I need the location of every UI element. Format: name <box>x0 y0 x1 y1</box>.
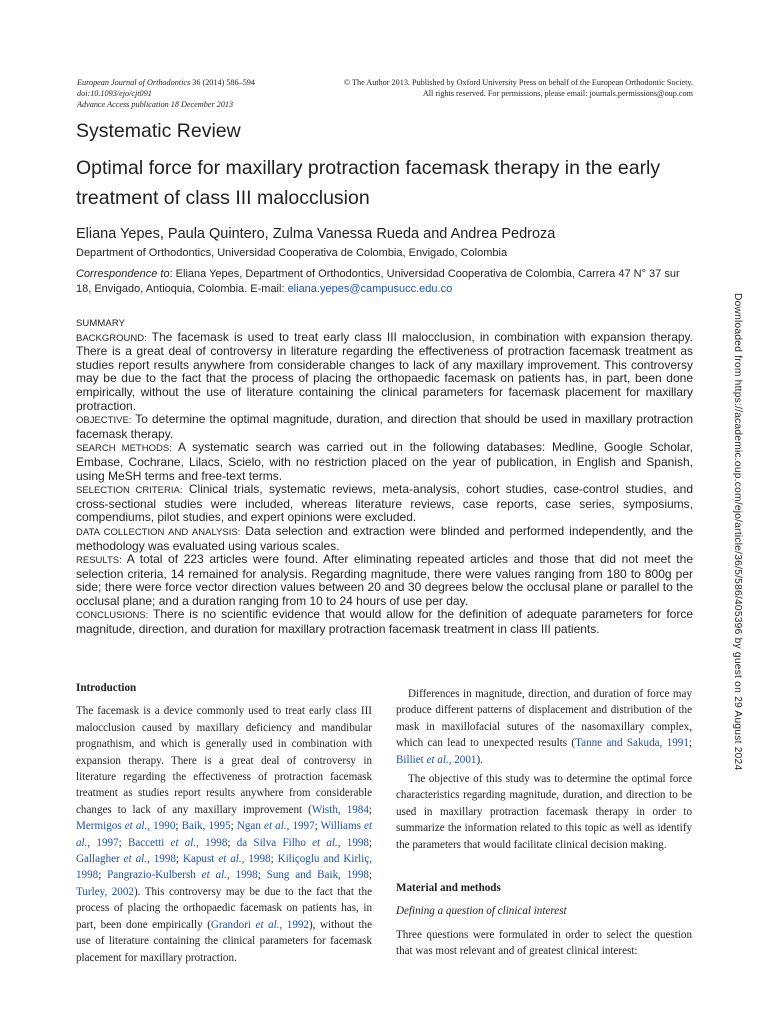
intro-text-start: The facemask is a device commonly used to treat early class III malocclusion caused by maxillary deficiency and mandibular prognathism, and which is generally used in combination with expansion therapy. There is a great deal of controversy in literature regarding the effectiveness of protraction facemask treatment as studies report results anywhere from considerable changes to lack of any maxillary improvement ( <box>76 705 372 816</box>
abstract-data <box>76 525 693 553</box>
ref-link[interactable]: Pangrazio-Kulbersh et al., 1998 <box>107 869 258 882</box>
ref-link[interactable]: Baccetti et al., 1998 <box>127 836 228 849</box>
selection-label: SELECTION CRITERIA: <box>76 485 183 497</box>
authors: Eliana Yepes, Paula Quintero, Zulma Vanessa Rueda and Andrea Pedroza <box>76 226 556 242</box>
abstract-heading: SUMMARY <box>76 318 126 329</box>
abstract-conclusions <box>76 608 693 636</box>
ref-link[interactable]: Ngan et al., 1997 <box>236 820 315 833</box>
ref-link[interactable]: Turley, 2002 <box>76 885 134 898</box>
doi[interactable]: doi:10.1093/ejo/cjt091 <box>77 89 152 98</box>
ref-link[interactable]: Tanne and Sakuda, 1991 <box>575 737 689 750</box>
subsection-heading: Defining a question of clinical interest <box>396 905 567 918</box>
abstract-background <box>76 331 693 414</box>
affiliation: Department of Orthodontics, Universidad Cooperativa de Colombia, Envigado, Colombia <box>76 247 508 259</box>
abstract-results <box>76 553 693 608</box>
ref-link[interactable]: Kiliçoglu and Kirliç, 1998 <box>76 853 373 882</box>
background-text: The facemask is used to treat early class III malocclusion, in combination with expansion therapy. There is a great deal of controversy in literature regarding the effectiveness of protraction facemask treatment as studies report results anywhere from considerable changes to lack of any maxillary improvement. This controversy may be due to the fact that the process of placing the orthopaedic facemask on patients has, in part, been done empirically, without the use of literature containing the clinical parameters for facemask placement for maxillary protraction. <box>76 329 693 413</box>
intro-text-mid: ). This controversy may be due to the fact that the process of placing the orthopaedic facemask on patients has, in part, been done empirically ( <box>76 885 372 931</box>
correspondence <box>76 267 696 297</box>
ref-link[interactable]: Mermigos et al., 1990 <box>76 820 176 833</box>
advance-access: Advance Access publication 18 December 2013 <box>77 100 234 109</box>
ref-link[interactable]: Gallagher et al., 1998 <box>76 853 176 866</box>
ref-link[interactable]: da Silva Filho et al., 1998 <box>236 836 369 849</box>
volume-info: 36 (2014) 586–594 <box>192 78 255 87</box>
data-text: Data selection and extraction were blinded and performed independently, and the methodology was evaluated using various scales. <box>76 523 693 553</box>
abstract-selection <box>76 483 693 525</box>
body-paragraph: Three questions were formulated in order to select the question that was most relevant and of greatest clinical interest: <box>396 928 692 958</box>
search-text: A systematic search was carried out in the following databases: Medline, Google Scholar, Embase, Cochrane, Lilacs, Scielo, with no restriction placed on the year of publication, in English and Spanish, using MeSH terms and free-text terms. <box>76 440 694 483</box>
background-label: BACKGROUND: <box>76 332 147 344</box>
selection-text: Clinical trials, systematic reviews, meta-analysis, cohort studies, case-control studies, and cross-sectional studies were included, whereas literature reviews, case reports, case series, symposiums, compendiums, pilot studies, and expert opinions were excluded. <box>76 482 693 525</box>
section-heading-methods: Material and methods <box>396 882 501 895</box>
body-paragraph: Differences in magnitude, direction, and duration of force may produce different patterns of displacement and distribution of the mask in maxillofacial sutures of the nasomaxillary complex, which can lead to unexpected results (Tanne and Sakuda, 1991; Billiet et al., 2001). <box>396 688 692 766</box>
search-label: SEARCH METHODS: <box>76 443 172 455</box>
right-column <box>396 680 692 960</box>
left-column <box>76 680 372 966</box>
results-text: A total of 223 articles were found. After eliminating repeated articles and those that did not meet the selection criteria, 14 remained for analysis. Regarding magnitude, there were values ranging from 180 to 800g per side; there were force vector direction values between 20 and 30 degrees below the occlusal plane or parallel to the occlusal plane; and a duration ranging from 10 to 24 hours of use per day. <box>76 552 693 608</box>
ref-link[interactable]: Wisth, 1984 <box>311 803 369 816</box>
objective-text: To determine the optimal magnitude, duration, and direction that should be used in maxillary protraction facemask therapy. <box>76 412 693 441</box>
body-paragraph: The objective of this study was to determine the optimal force characteristics regarding magnitude, duration, and direction to be used in maxillary protraction facemask therapy in order to summarize the information related to this topic as well as identify the parameters that would facilitate clinical decision making. <box>396 773 692 851</box>
abstract-search <box>76 441 693 483</box>
correspondence-label: Correspondence to <box>76 268 170 280</box>
rights-line: All rights reserved. For permissions, please email: journals.permissions@oup.com <box>422 89 693 98</box>
ref-link[interactable]: Grandori et al., 1992 <box>210 918 309 931</box>
email-link[interactable]: eliana.yepes@campusucc.edu.co <box>287 283 453 295</box>
ref-link[interactable]: Kapust et al., 1998 <box>182 853 271 866</box>
ref-link[interactable]: Sung and Baik, 1998 <box>266 869 369 882</box>
watermark-text: Downloaded from https://academic.oup.com/ejo/article/36/5/586/405396 by guest on 29 August 2024 <box>732 293 743 771</box>
intro-paragraph: The facemask is a device commonly used to treat early class III malocclusion caused by maxillary deficiency and mandibular prognathism, and which is generally used in combination with expansion therapy. There is a great deal of controversy in literature regarding the effectiveness of protraction facemask treatment as studies report results anywhere from considerable changes to lack of any maxillary improvement (Wisth, 1984; Mermigos et al., 1990; Baik, 1995; Ngan et al., 1997; Williams et al., 1997; Baccetti et al., 1998; da Silva Filho et al., 1998; Gallagher et al., 1998; Kapust et al., 1998; Kiliçoglu and Kirliç, 1998; Pangrazio-Kulbersh et al., 1998; Sung and Baik, 1998; Turley, 2002). This controversy may be due to the fact that the process of placing the orthopaedic facemask on patients has, in part, been done empirically (Grandori et al., 1992), without the use of literature containing the clinical parameters for facemask placement for maxillary protraction. <box>76 705 373 964</box>
results-label: RESULTS: <box>76 555 122 567</box>
correspondence-text: : Eliana Yepes, Department of Orthodontics, Universidad Cooperativa de Colombia, Carrera 47 N° 37 sur 18, Envigado, Antioquia, Colombia. E-mail: <box>76 268 680 295</box>
data-label: DATA COLLECTION AND ANALYSIS: <box>76 526 241 538</box>
conclusions-text: There is no scientific evidence that would allow for the definition of adequate parameters for force magnitude, direction, and duration for maxillary protraction facemask treatment in class III patients. <box>76 607 693 637</box>
ref-link[interactable]: Baik, 1995 <box>181 820 231 833</box>
abstract-objective <box>76 413 693 441</box>
abstract <box>76 317 693 637</box>
copyright-line: © The Author 2013. Published by Oxford University Press on behalf of the European Orthodontic Society. <box>343 78 693 87</box>
journal-name: European Journal of Orthodontics <box>77 78 191 87</box>
article-title: Optimal force for maxillary protraction facemask therapy in the early treatment of class III malocclusion <box>76 157 661 209</box>
objective-label: OBJECTIVE: <box>76 415 132 427</box>
conclusions-label: CONCLUSIONS: <box>76 610 149 622</box>
section-heading-introduction: Introduction <box>76 682 137 694</box>
article-type: Systematic Review <box>76 120 241 142</box>
ref-link[interactable]: Williams et al., 1997 <box>76 820 373 849</box>
ref-link[interactable]: Billiet et al., 2001 <box>396 753 477 766</box>
copyright-notice <box>293 77 693 99</box>
intro-text-end: ), without the use of literature containing the clinical parameters for facemask placement for maxillary protraction. <box>76 918 372 964</box>
